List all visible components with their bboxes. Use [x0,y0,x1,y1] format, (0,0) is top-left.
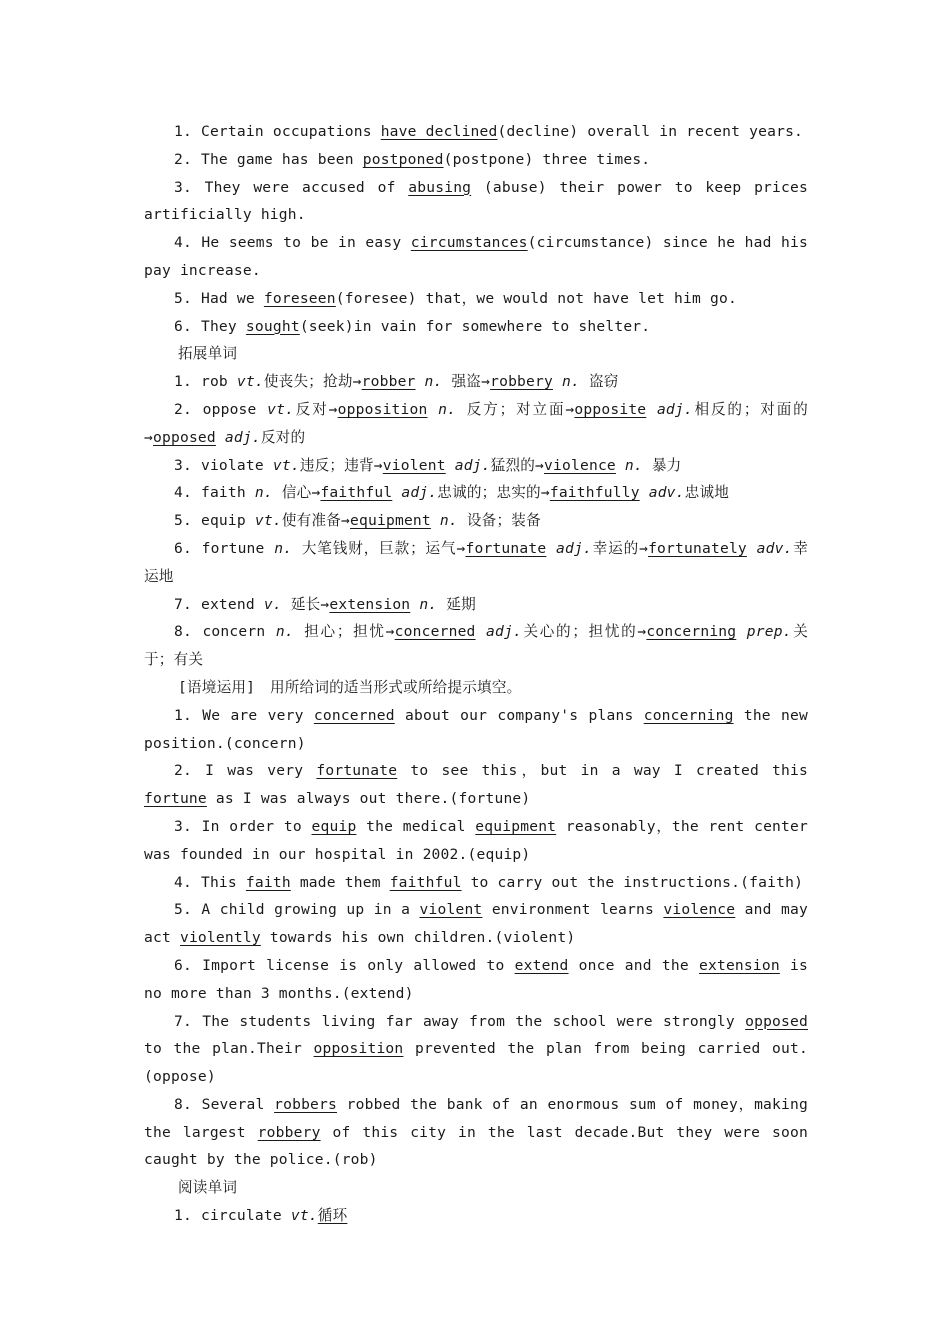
heading-reading-words: 阅读单词 [178,1179,238,1197]
word-family-item [144,452,808,480]
answer-blank: concerned [394,623,476,641]
part-of-speech: n. [424,373,443,391]
text-run: 反方；对立面→ [456,400,575,418]
text-run: (postpone) three times. [443,150,651,168]
text-run: 猛烈的→ [490,456,545,474]
text-run: prevented the plan from being carried out.(oppose) [144,1040,808,1086]
text-run: 6. They [174,317,246,335]
text-run: reasonably，the rent center was founded in our hospital in 2002.(equip) [144,817,809,863]
text-run [546,540,556,557]
text-run [392,484,401,501]
part-of-speech: n. [275,623,294,641]
answer-blank: violence [544,456,616,474]
text-run: 关心的；担忧的→ [522,623,647,641]
answer-blank: opposed [745,1012,808,1030]
part-of-speech: prep. [746,623,792,641]
context-item [144,869,808,897]
answer-blank: concerning [646,623,737,641]
part-of-speech: n. [439,512,458,530]
text-run: 幸运的→ [592,539,649,557]
answer-blank: faith [245,873,291,891]
answer-blank: robbers [274,1095,338,1113]
text-run: 4. This [174,873,246,891]
answer-blank: concerning [643,706,734,724]
part-of-speech: n. [419,595,438,613]
text-run [431,512,440,529]
text-run: 相反的；对面的→ [144,400,808,446]
section-reading-words [144,1202,808,1230]
text-run: (foresee) that，we would not have let him go. [335,289,737,307]
text-run: 6. Import license is only allowed to [174,956,515,974]
text-run: 2. oppose [174,400,268,418]
part-of-speech: adv. [648,484,685,502]
text-run [416,373,425,390]
text-run: of this city in the last decade.But they were soon caught by the police.(rob) [144,1123,809,1169]
exercise-item [144,285,808,313]
text-run: 3. In order to [174,817,312,835]
text-run [553,373,562,390]
text-run [640,484,649,501]
part-of-speech: vt. [272,456,300,474]
exercise-item [144,229,808,285]
text-run: 1. We are very [174,706,314,724]
text-run: 延期 [437,595,476,613]
word-family-item [144,618,808,674]
part-of-speech: n. [562,373,580,391]
text-run: 3. violate [174,456,273,474]
answer-blank: extension [329,595,411,613]
text-run: 反对的 [260,428,306,446]
text-run: 反对→ [294,400,338,418]
word-family-item [144,591,808,619]
heading-expand-words: 拓展单词 [178,345,238,363]
answer-blank: concerned [313,706,395,724]
answer-blank: abusing [408,178,472,196]
answer-blank: violent [419,901,483,919]
word-family-item [144,535,808,591]
answer-blank: extension [698,956,780,974]
text-run: 5. A child growing up in a [174,901,420,919]
part-of-speech: adj. [454,456,491,474]
text-run: 使有准备→ [281,512,351,530]
text-run: 违反；违背→ [299,456,383,474]
text-run: 暴力 [642,456,682,474]
part-of-speech: vt. [236,373,264,391]
answer-blank: extend [514,956,569,974]
text-run: 1. Certain occupations [174,123,381,140]
document-page [144,118,808,1230]
text-run: (abuse) their power to keep prices artificially high. [144,178,808,224]
text-run [428,401,439,418]
text-run: robbed the bank of an enormous sum of money，making the largest [144,1095,808,1141]
text-run: to the plan.Their [144,1040,314,1058]
text-run: 5. equip [174,512,255,530]
answer-blank: equip [311,817,357,835]
part-of-speech: adj. [556,539,592,557]
part-of-speech: vt. [290,1207,318,1225]
text-run: 关于；有关 [144,623,808,669]
text-run: once and the [568,956,699,974]
context-item [144,952,808,1008]
text-run: the medical [356,817,476,835]
answer-blank: have declined [380,123,498,140]
text-run: 延长→ [281,595,330,613]
text-run: 8. Several [174,1095,275,1113]
text-run: towards his own children.(violent) [260,929,576,947]
text-run: (decline) overall in recent years. [497,123,804,140]
part-of-speech: vt. [254,512,282,530]
text-run: 忠诚地 [684,484,730,502]
text-run: 忠诚的；忠实的→ [437,484,550,502]
answer-blank: opposed [153,428,216,446]
text-run: is no more than 3 months.(extend) [144,956,808,1002]
text-run [736,623,746,640]
answer-blank: equipment [475,817,557,835]
text-run: 担心；担忧→ [293,623,395,641]
context-item [144,702,808,758]
part-of-speech: n. [254,484,273,502]
part-of-speech: vt. [267,400,295,418]
text-run [410,596,419,613]
text-run: 2. The game has been [174,150,363,168]
text-run: 4. faith [174,484,255,502]
text-run: (circumstance) since he had his pay increase. [144,234,808,279]
part-of-speech: adj. [401,484,438,502]
text-run: made them [290,873,390,891]
part-of-speech: adv. [756,539,793,557]
part-of-speech: n. [624,456,643,474]
text-run: 5. Had we [174,289,264,307]
answer-blank: opposite [574,400,647,418]
part-of-speech: v. [263,595,282,613]
section-fill-blanks [144,118,808,340]
text-run: environment learns [482,901,664,919]
text-run [446,457,455,474]
answer-blank: opposition [337,400,428,418]
answer-blank: fortunate [316,762,398,780]
text-run [616,457,625,474]
text-run [476,623,486,640]
answer-blank: robbery [257,1123,321,1141]
part-of-speech: adj. [224,428,261,446]
text-run: 盗窃 [579,373,619,391]
text-run: (seek)in vain for somewhere to shelter. [299,317,651,335]
answer-blank: opposition [313,1040,404,1058]
text-run: 设备；装备 [457,512,541,530]
answer-blank: faithful [389,873,462,891]
text-run: about our company's plans [394,706,644,724]
word-family-item [144,368,808,396]
text-run: to see this，but in a way I created this [397,762,808,780]
text-run [216,429,225,446]
reading-word-item [144,1202,808,1230]
exercise-item [144,174,808,230]
answer-blank: faithfully [549,484,640,502]
answer-blank: robber [361,373,416,391]
answer-blank: foreseen [263,289,336,307]
answer-blank: circumstances [410,234,528,252]
text-run: the new position.(concern) [144,706,808,752]
exercise-item [144,313,808,341]
text-run: 3. They were accused of [174,178,409,196]
text-run: 7. The students living far away from the school were strongly [174,1012,746,1030]
text-run: 6. fortune [174,539,275,557]
section-context-use [144,702,808,1175]
context-item [144,1008,808,1091]
text-run: as I was always out there.(fortune) [206,790,531,808]
heading-context-use: [语境运用] 用所给词的适当形式或所给提示填空。 [178,678,522,696]
exercise-item [144,146,808,174]
text-run: 大笔钱财，巨款；运气→ [292,539,466,557]
text-run: 1. rob [174,373,237,391]
word-family-item [144,396,808,452]
context-item [144,813,808,869]
answer-blank: postponed [362,150,444,168]
text-run: 使丧失；抢劫→ [263,373,362,391]
text-run [646,401,657,418]
answer-blank: fortunate [465,539,547,557]
answer-blank: fortunately [648,539,747,557]
answer-blank: fortune [144,790,207,808]
part-of-speech: n. [438,400,457,418]
answer-blank: violently [179,929,261,947]
text-run: 4. He seems to be in easy [174,234,411,252]
answer-blank: violence [663,901,736,919]
text-run: 7. extend [174,595,264,613]
text-run: 1. circulate [174,1207,291,1225]
context-item [144,896,808,952]
text-run: 2. I was very [174,762,317,780]
text-run [747,540,757,557]
text-run: to carry out the instructions.(faith) [461,873,804,891]
context-item [144,1091,808,1174]
word-family-item [144,479,808,507]
part-of-speech: n. [274,539,293,557]
text-run: 幸运地 [144,539,809,585]
word-family-item [144,507,808,535]
answer-blank: violent [382,456,446,474]
text-run: 8. concern [174,623,276,641]
text-run: 信心→ [272,484,321,502]
answer-blank: faithful [320,484,393,502]
part-of-speech: adj. [656,400,693,418]
answer-blank: equipment [350,512,431,530]
answer-blank: robbery [490,373,553,391]
context-item [144,757,808,813]
text-run: and may act [144,901,808,947]
part-of-speech: adj. [486,623,522,641]
answer-blank: 循环 [317,1207,348,1225]
text-run: 强盗→ [442,373,491,391]
section-expand-words [144,368,808,674]
answer-blank: sought [245,317,300,335]
exercise-item [144,118,808,146]
